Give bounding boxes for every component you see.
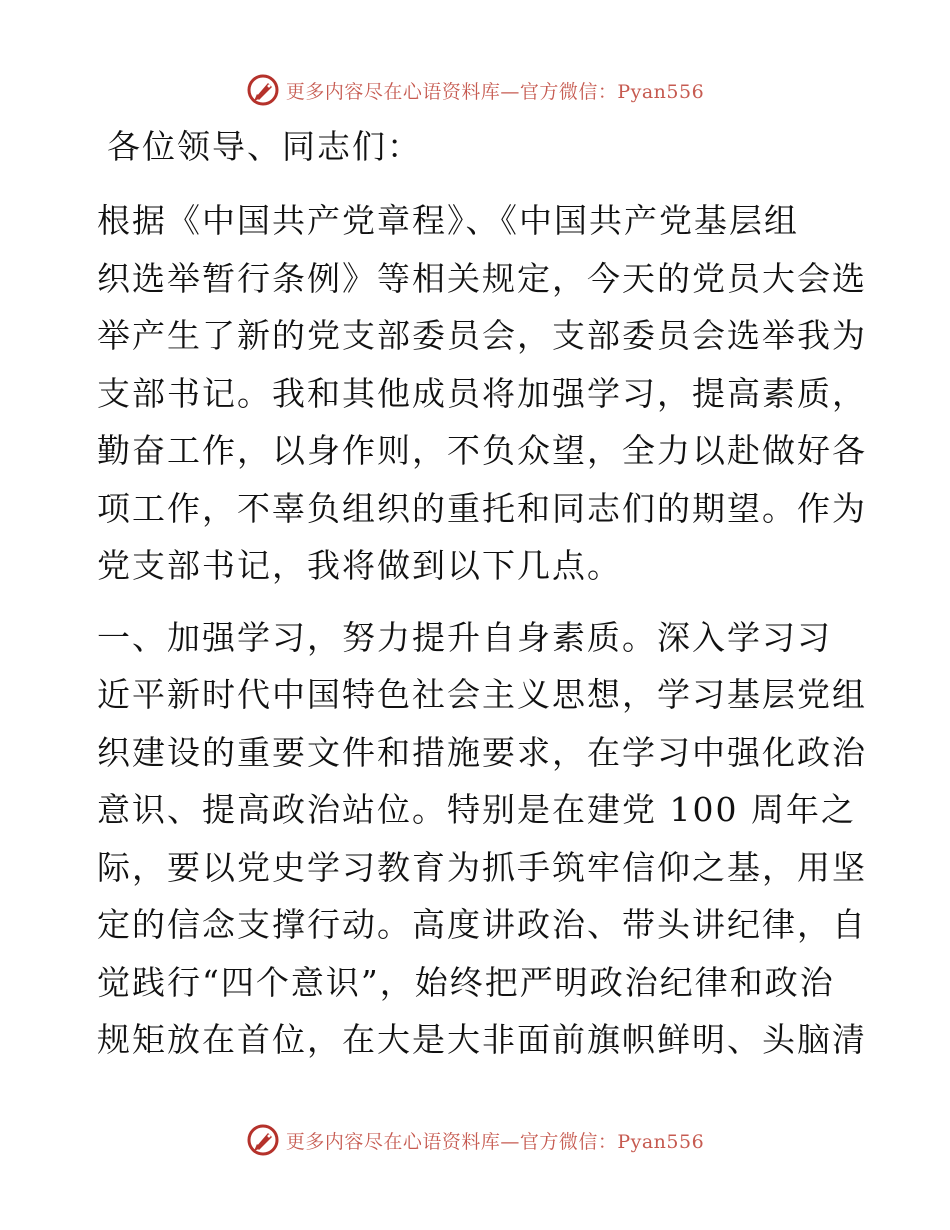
text-line: 项工作，不辜负组织的重托和同志们的期望。作为 xyxy=(97,488,867,528)
text-line: 举产生了新的党支部委员会，支部委员会选举我为 xyxy=(97,316,867,355)
paragraph-1 xyxy=(97,192,867,595)
footer-banner xyxy=(0,1120,950,1160)
text-line: 规矩放在首位，在大是大非面前旗帜鲜明、头脑清 xyxy=(97,1020,867,1059)
text-line: 织选举暂行条例》等相关规定，今天的党员大会选 xyxy=(97,258,867,298)
text-line: 觉践行“四个意识”，始终把严明政治纪律和政治 xyxy=(97,962,835,1002)
header-banner-text: 更多内容尽在心语资料库—官方微信：Pyan556 xyxy=(285,80,705,103)
text-line: 近平新时代中国特色社会主义思想，学习基层党组 xyxy=(97,675,867,714)
pen-logo-icon xyxy=(246,73,280,107)
pen-logo-icon xyxy=(246,1123,280,1157)
text-line: 定的信念支撑行动。高度讲政治、带头讲纪律，自 xyxy=(97,905,867,944)
text-line: 一、加强学习，努力提升自身素质。深入学习习 xyxy=(97,617,832,657)
footer-banner-text: 更多内容尽在心语资料库—官方微信：Pyan556 xyxy=(285,1130,705,1153)
document-body xyxy=(97,122,867,1069)
text-line: 织建设的重要文件和措施要求，在学习中强化政治 xyxy=(97,732,867,772)
text-line: 意识、提高政治站位。特别是在建党 100 周年之 xyxy=(97,790,856,829)
text-line: 党支部书记，我将做到以下几点。 xyxy=(97,546,622,585)
paragraph-2 xyxy=(97,609,867,1069)
text-line: 根据《中国共产党章程》、《中国共产党基层组 xyxy=(97,201,799,240)
text-line: 际，要以党史学习教育为抓手筑牢信仰之基，用坚 xyxy=(97,847,867,887)
greeting: 各位领导、同志们： xyxy=(107,127,422,166)
text-line: 勤奋工作，以身作则，不负众望，全力以赴做好各 xyxy=(97,431,867,470)
text-line: 支部书记。我和其他成员将加强学习，提高素质， xyxy=(97,373,867,413)
header-banner xyxy=(0,70,950,110)
